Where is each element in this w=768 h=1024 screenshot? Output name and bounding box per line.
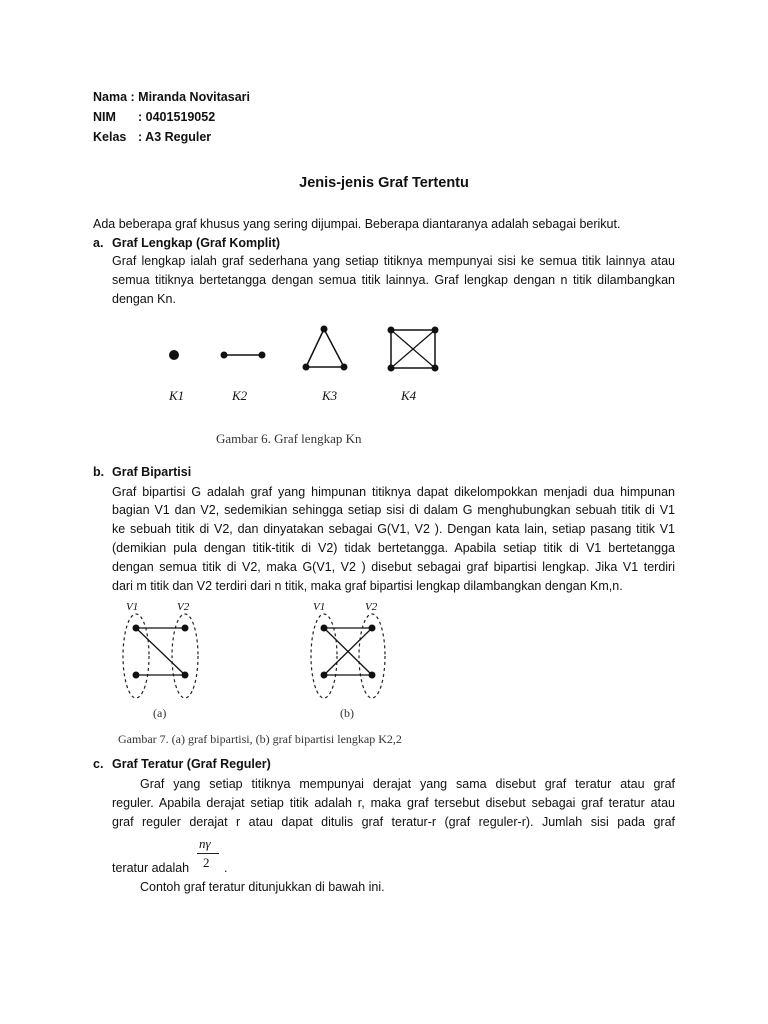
intro-text: Ada beberapa graf khusus yang sering dijumpai. Beberapa diantaranya adalah sebagai berikut.: [93, 217, 621, 231]
name-label: Nama : Miranda Novitasari: [93, 90, 250, 104]
fraction-bar: [197, 853, 219, 854]
name-value: Miranda Novitasari: [138, 90, 250, 104]
k3-label: K3: [322, 388, 338, 403]
section-b-marker: b.: [93, 465, 105, 479]
fraction-numerator: nγ: [199, 836, 211, 851]
section-b-line-6: dari m titik dan V2 terdiri dari n titik, maka graf bipartisi lengkap dilambangkan dengan Km,n.: [112, 579, 623, 593]
section-c-heading: Graf Teratur (Graf Reguler): [112, 757, 271, 771]
figure-6-caption: Gambar 6. Graf lengkap Kn: [216, 431, 362, 446]
section-b-line-5: dengan semua titik di V2, maka G(V1, V2 ) disebut sebagai graf bipartisi lengkap. Jika V1 terdiri: [112, 560, 675, 574]
section-c-line-2: reguler. Apabila derajat setiap titik adalah r, maka graf tersebut disebut sebagai graf teratur atau: [112, 796, 675, 810]
section-a-marker: a.: [93, 236, 104, 250]
section-b-heading: Graf Bipartisi: [112, 465, 192, 479]
section-c-line-3: graf reguler derajat r atau dapat ditulis graf teratur-r (graf reguler-r). Jumlah sisi pada graf: [112, 815, 675, 829]
k3-graph: [303, 326, 348, 371]
sub-label-a: (a): [153, 706, 167, 720]
section-a-heading: Graf Lengkap (Graf Komplit): [112, 236, 281, 250]
figure-7-caption: Gambar 7. (a) graf bipartisi, (b) graf bipartisi lengkap K2,2: [118, 732, 402, 746]
section-a-line-2: semua titiknya bertetangga dengan semua titik lainnya. Graf lengkap dengan n titik dilambangkan: [112, 273, 675, 287]
k2-graph: [221, 352, 266, 359]
k1-vertex: [169, 350, 179, 360]
nim-value: 0401519052: [145, 110, 216, 124]
k2-label: K2: [232, 388, 248, 403]
fraction-denominator: 2: [203, 855, 210, 870]
section-a-line-1: Graf lengkap ialah graf sederhana yang setiap titiknya mempunyai sisi ke semua titik lainnya atau: [112, 254, 675, 268]
set-label-v1-a: V1: [126, 601, 139, 613]
k4-label: K4: [401, 388, 417, 403]
k4-graph: [388, 327, 439, 372]
section-a-line-3: dengan Kn.: [112, 292, 176, 306]
set-label-v1-b: V1: [313, 601, 326, 613]
sub-label-b: (b): [340, 706, 354, 720]
section-b-line-4: (demikian pula dengan titik-titik di V2) tidak bertetangga. Apabila setiap titik di V1 bertetangga: [112, 541, 675, 555]
section-b-line-2: bagian V1 dan V2, sedemikian sehingga setiap sisi di dalam G menghubungkan sebuah titik di V1: [112, 503, 675, 517]
complete-graphs-figure: [160, 318, 460, 378]
section-b-line-1: Graf bipartisi G adalah graf yang himpunan titiknya dapat dikelompokkan menjadi dua himpunan: [112, 485, 675, 499]
section-c-line-1: Graf yang setiap titiknya mempunyai derajat yang sama disebut graf teratur atau graf: [140, 777, 675, 791]
page-title: Jenis-jenis Graf Tertentu: [299, 175, 469, 191]
bipartite-graph-a: [123, 614, 198, 698]
set-label-v2-a: V2: [177, 601, 190, 613]
set-label-v2-b: V2: [365, 601, 378, 613]
section-c-line-4-prefix: teratur adalah: [112, 861, 190, 875]
bipartite-graph-b: [311, 614, 385, 698]
section-c-line-5: Contoh graf teratur ditunjukkan di bawah ini.: [140, 880, 385, 894]
k1-label: K1: [169, 388, 185, 403]
kelas-value: A3 Reguler: [145, 130, 212, 144]
section-c-marker: c.: [93, 757, 104, 771]
section-b-line-3: ke sebuah titik di V2, dan dinyatakan sebagai G(V1, V2 ). Dengan kata lain, setiap pasang titik V1: [112, 522, 675, 536]
kelas-row: Kelas : A3 Reguler: [93, 130, 212, 144]
nim-row: NIM : 0401519052: [93, 110, 216, 124]
section-c-line-4-suffix: .: [224, 861, 228, 875]
